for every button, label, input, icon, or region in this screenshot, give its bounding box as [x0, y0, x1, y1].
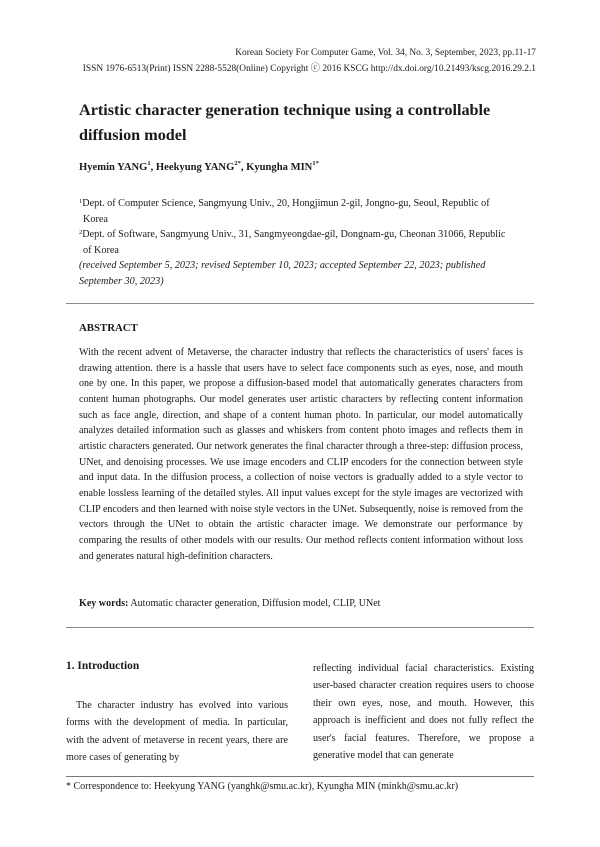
- author-mark: 1: [147, 160, 151, 167]
- correspondence-footnote: * Correspondence to: Heekyung YANG (yanghk@smu.ac.kr), Kyungha MIN (minkh@smu.ac.kr): [66, 781, 459, 792]
- journal-citation: Korean Society For Computer Game, Vol. 34, No. 3, September, 2023, pp.11-17: [235, 48, 536, 58]
- author-name: Heekyung YANG: [155, 162, 235, 173]
- keywords-label: Key words:: [79, 598, 129, 609]
- divider: [66, 627, 534, 628]
- author-mark: 2*: [234, 160, 241, 167]
- intro-right-column: reflecting individual facial characteristics. Existing user-based character creation requires users to choose their own eyes, nose, and mouth. However, this approach is inefficient and does not fully reflect the user's facial features. Therefore, we propose a generative model that can generate: [313, 663, 534, 762]
- footnote-divider: [66, 776, 534, 777]
- keywords-value: Automatic character generation, Diffusion model, CLIP, UNet: [130, 598, 381, 609]
- intro-left-column: The character industry has evolved into various forms with the development of media. In particular, with the advent of metaverse in recent years, there are more cases of generating by: [66, 700, 288, 764]
- author-name: Kyungha MIN: [246, 162, 313, 173]
- divider: [66, 303, 534, 304]
- paper-title: Artistic character generation technique using a controllable diffusion model: [79, 101, 491, 144]
- abstract-heading: ABSTRACT: [79, 322, 138, 334]
- affiliation-1: $^1$Dept. of Computer Science, Sangmyung Univ., 20, Hongjimun 2-gil, Jongno-gu, Seoul, Republic of Korea: [79, 198, 490, 225]
- keywords: [79, 598, 380, 609]
- received-dates: (received September 5, 2023; revised September 10, 2023; accepted September 22, 2023; published September 30, 2023): [79, 260, 486, 287]
- author-list: Hyemin YANG$^1$, Heekyung $YANG^{2*}$, Kyungha $MIN^{1*}$: [79, 160, 319, 173]
- author-mark: 1*: [312, 160, 319, 167]
- author-name: Hyemin YANG: [79, 162, 148, 173]
- abstract-body: With the recent advent of Metaverse, the character industry that reflects the characteristics of users' faces is drawing attention. there is a hassle that users have to select face components such as eyes, nose, and mouth one by one. In this paper, we propose a diffusion-based model that automatically generates characters from content human photographs. Our model generates user artistic characters by reflecting content information such as face angle, direction, and shape of a content human photo. In particular, our model automatically analyzes detailed information such as glasses and whiskers from content photo images and reflects them in artistic characters generated. Our network generates the final character through a three-step: diffusion process, UNet, and denoising processes. We use image encoders and CLIP encoders for the connection between style and input data. In the diffusion process, a collection of noise vectors is gradually added to a style vector to enable lossless learning of the detailed styles. All input values except for the style images are vectorized with CLIP encoders and then learned with noise style vectors in the UNet. Subsequently, noise is removed from the vectors through the UNet to obtain the artistic character image. We demonstrate our performance by comparing the results of other models with our results. Our method reflects content information without loss and generates natural high-definition characters.: [79, 347, 523, 562]
- affiliation-2: $^2$Dept. of Software, Sangmyung Univ., 31, Sangmyeongdae-gil, Dongnam-gu, Cheonan 31066, Republic of Korea: [79, 229, 506, 256]
- section-heading: 1. Introduction: [66, 660, 140, 672]
- issn-doi-line: ISSN 1976-6513(Print) ISSN 2288-5528(Online) Copyright ⓒ 2016 KSCG http://dx.doi.org/10.21493/kscg.2016.29.2.1: [82, 64, 536, 74]
